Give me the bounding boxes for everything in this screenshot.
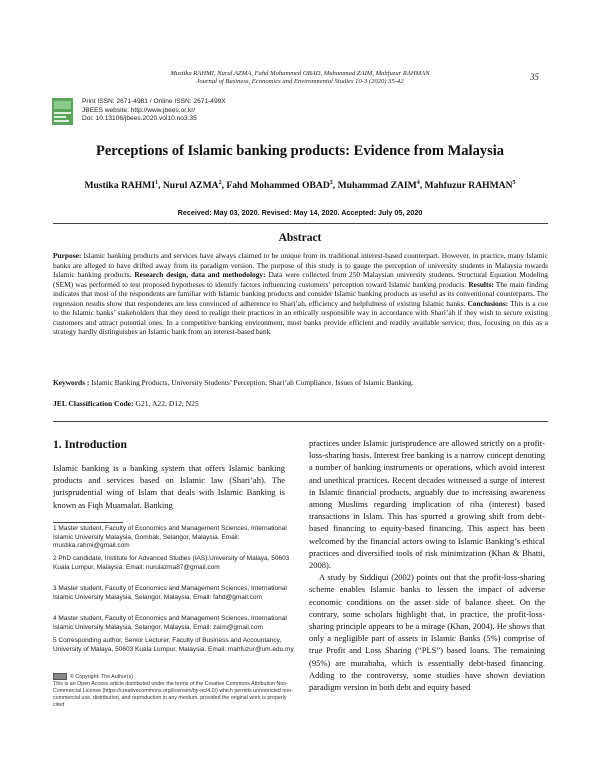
author: Mustika RAHMI$^1$, [84, 180, 163, 192]
intro-right-text [309, 437, 545, 693]
footnote: 1 Master student, Faculty of Economics and Management Sciences, International Islamic University Malaysia, Gombak, Selangor, Malaysia. Email: mustika.rahmi@gmail.com [53, 525, 287, 550]
abstract-body: Purpose: Islamic banking products and services have always claimed to be unique from its traditional interest-based counterpart. However, in practice, many Islamic banks are alleged to have drifted away from its paradigm version. The purpose of this study is to gauge the perception of university students in Malaysia towards Islamic banking products. Research design, data and methodology: Data were collected from 250 Malaysian university students. Structural Equation Modeling (SEM) was performed to test proposed hypotheses to identify factors influencing customers’ perception toward Islamic banking products. Results: The main finding indicates that most of the respondents are familiar with Islamic banking products and consider Islamic banking products as useful as its conventional counterparts. The regression results show that respondents are less convinced of adherence to Shari’ah, efficiency and helpfulness of existing Islamic banks. Conclusions: This is a cue to the Islamic banks’ stakeholders that they need to realign their practices in an ethically responsible way in accordance with Shari’ah if they wish to secure existing customers and attract potential ones. In a competitive banking environment, most banks provide efficient and readily available service; thus, focusing on this as a strategy hardly distinguishes an Islamic bank from an interest-based bank [53, 251, 548, 337]
received-dates: Received: May 03, 2020. Revised: May 14, 2020. Accepted: July 05, 2020 [177, 208, 423, 217]
footnote-divider [53, 522, 123, 523]
cc-license-icon [53, 673, 67, 680]
publication-info [82, 98, 226, 124]
author: Mahfuzur RAHMAN$^5$ [424, 180, 516, 192]
footnote: 3 Master student, Faculty of Economics and Management Sciences, International Islamic University Malaysia, Selangor, Malaysia. Email: fahd@gmail.com [53, 585, 287, 601]
jel-codes: JEL Classification Code: G21, A22, D12, N25 [53, 399, 199, 408]
divider [53, 421, 548, 422]
paragraph: practices under Islamic jurisprudence are allowed strictly on a profit-loss-sharing basis. Interest free banking is a narrow concept denoting a number of banking instruments or operations, which avoid interest and unethical practices. Recent decades witnessed a surge of interest in Islamic financial products, arguably due to increasing awareness among Muslims regarding implication of riba (interest) based transactions in Islam. This has spurred a growing shift from debt-based financing to equity-based financing. This aspect has been welcomed by the financial actors owing to Islamic Banking’s ethical practices and diversified tools of risk minimization (Khan & Bhatti, 2008). [309, 438, 545, 571]
running-header [0, 70, 600, 87]
paper-title: Perceptions of Islamic banking products: Evidence from Malaysia [95, 143, 505, 159]
journal-logo-icon [52, 98, 73, 125]
footnote: 4 Master student, Faculty of Economics and Management Sciences, International Islamic University Malaysia, Selangor, Malaysia. Email: zaim@gmail.com [53, 615, 287, 631]
header-journal: Journal of Business, Economics and Environmental Studies 10-3 (2020) 35-42 [196, 78, 404, 86]
author-list [0, 180, 600, 191]
copyright-notice: © Copyright: The Author(s) This is an Open Access article distributed under the terms of the Creative Commons Attribution Non-Commercial License (https://creativecommons.org/licenses/by-nc/4.0/) which permits unrestricted non-commercial use, distribution, and reproduction in any medium, provided the original work is properly cited [53, 673, 293, 708]
author: Fahd Mohammed OBAD$^3$, [226, 180, 338, 192]
author: Muhammad ZAIM$^4$, [337, 180, 425, 192]
abstract-heading: Abstract [278, 232, 322, 244]
header-authors: Mustika RAHMI, Nurul AZMA, Fahd Mohammed OBAD, Muhammad ZAIM, Mahfuzur RAHMAN [170, 70, 430, 77]
footnote: 2 PhD candidate, Institute for Advanced Studies (IAS).University of Malaya, 50603 Kuala Lumpur, Malaysia. Email: nurulazma87@gmail.com [53, 555, 290, 571]
footnote: 5 Corresponding author, Senior Lecturer, Faculty of Business and Accountancy, University of Malaya, 50603 Kuala Lumpur, Malaysia. Email: mahfuzur@um.edu.my [53, 637, 294, 653]
doi-link[interactable]: Doi: 10.13106/jbees.2020.vol10.no3.35 [82, 115, 197, 123]
website-link[interactable]: JBEES website: http://www.jbees.or.kr/ [82, 106, 196, 114]
paragraph: A study by Siddiqui (2002) points out that the profit-loss-sharing scheme enables Islamic banks to lessen the impact of adverse economic conditions on the asset side of balance sheet. On the contrary, some scholars highlight that, in practice, the profit-loss-sharing principle appears to be a mirage (Khan, 2004). He shows that only a negligible part of assets in Islamic Banks (5%) comprise of true Profit and Loss Sharing (“PLS”) based loans. The remaining (95%) are murabaha, which is essentially debt-based financing. Adding to the controversy, some studies have shown deviation paradigm version in both debt and equity based [309, 572, 545, 693]
intro-left-text [53, 462, 285, 511]
issn-line: Print ISSN: 2671-4981 / Online ISSN: 2671-499X [82, 98, 226, 105]
page-number: 35 [530, 72, 539, 82]
paragraph: Islamic banking is a banking system that offers Islamic banking products and services based on Islamic law (Shari’ah). The jurisprudential wing of Islam that deals with Islamic Banking is known as Fiqh Muamalat. Banking [53, 463, 285, 510]
author: Nurul AZMA$^2$, [162, 180, 227, 192]
section-heading: 1. Introduction [53, 439, 127, 451]
divider [53, 223, 548, 224]
keywords: Keywords : Islamic Banking Products, University Students’ Perception, Shari’ah Compliance, Issues of Islamic Banking. [53, 378, 414, 387]
